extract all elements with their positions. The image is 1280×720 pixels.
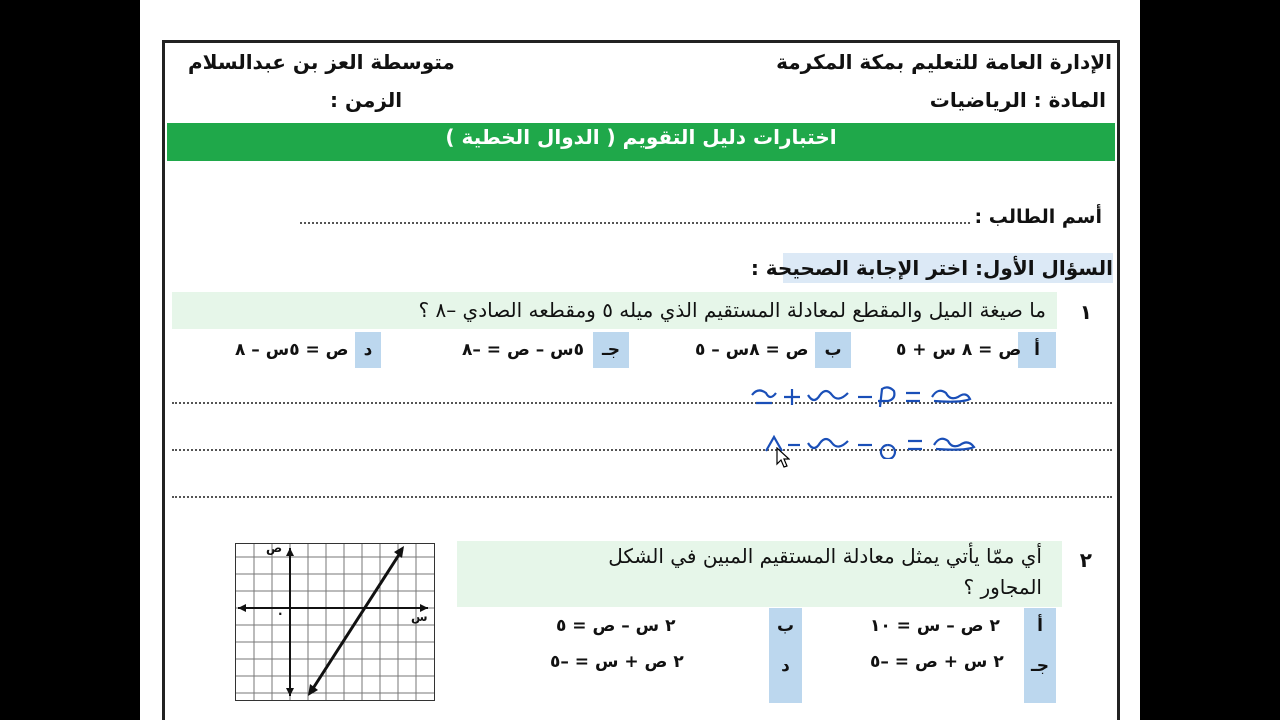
worksheet-page (140, 0, 1140, 720)
q2-option-a-letter[interactable]: أ (1037, 616, 1043, 636)
school-name: متوسطة العز بن عبدالسلام (188, 50, 455, 74)
student-name-line[interactable] (300, 222, 970, 224)
title-banner (167, 123, 1115, 161)
q2-option-d-letter[interactable]: د (781, 656, 790, 676)
q1-option-a-text[interactable]: ص = ٨ س + ٥ (896, 340, 1022, 360)
graph-svg (236, 544, 434, 700)
section-title: السؤال الأول: اختر الإجابة الصحيحة : (750, 256, 1113, 280)
q1-handwriting-line-1 (748, 379, 973, 415)
q2-number: ٢ (1079, 548, 1092, 572)
handwriting-scribble-1 (748, 379, 973, 411)
q1-number: ١ (1079, 300, 1092, 324)
banner-title: اختبارات دليل التقويم ( الدوال الخطية ) (445, 125, 837, 149)
q2-option-c-letter[interactable]: جـ (1030, 656, 1050, 676)
q1-option-b-letter[interactable]: ب (815, 332, 851, 368)
q1-option-c-text[interactable]: ٥س – ص = –٨ (462, 340, 585, 360)
q2-option-b-text[interactable]: ٢ س – ص = ٥ (556, 616, 676, 636)
q2-option-d-text[interactable]: ٢ ص + س = –٥ (550, 652, 684, 672)
student-name-label: أسم الطالب : (974, 206, 1102, 228)
mouse-cursor-icon (776, 447, 790, 473)
time-label: الزمن : (330, 88, 403, 112)
graph-x-axis-label: س (411, 610, 428, 624)
q1-option-d-text[interactable]: ص = ٥س – ٨ (235, 340, 349, 360)
q1-option-b-text[interactable]: ص = ٨س – ٥ (695, 340, 809, 360)
q1-option-d-letter[interactable]: د (355, 332, 381, 368)
q1-option-c-letter[interactable]: جـ (593, 332, 629, 368)
right-letterbox (1140, 0, 1280, 720)
q2-text-line-2: المجاور ؟ (963, 575, 1042, 599)
q2-option-b-letter[interactable]: ب (776, 616, 795, 636)
q1-answer-line-3[interactable] (172, 496, 1112, 498)
q2-line-graph (235, 543, 435, 701)
left-letterbox (0, 0, 140, 720)
graph-origin-label: . (278, 604, 283, 618)
handwriting-scribble-2 (762, 427, 982, 459)
subject-label: المادة : الرياضيات (929, 88, 1106, 112)
q2-option-a-text[interactable]: ٢ ص – س = ١٠ (870, 616, 1000, 636)
graph-y-axis-label: ص (266, 541, 283, 555)
q2-option-c-text[interactable]: ٢ س + ص = –٥ (870, 652, 1004, 672)
q1-text: ما صيغة الميل والمقطع لمعادلة المستقيم الذي ميله ٥ ومقطعه الصادي –٨ ؟ (418, 298, 1046, 322)
admin-title: الإدارة العامة للتعليم بمكة المكرمة (776, 50, 1112, 74)
q2-text-line-1: أي ممّا يأتي يمثل معادلة المستقيم المبين في الشكل (608, 544, 1042, 568)
q1-option-a-letter[interactable]: أ (1018, 332, 1056, 368)
q1-handwriting-line-2 (762, 427, 982, 463)
